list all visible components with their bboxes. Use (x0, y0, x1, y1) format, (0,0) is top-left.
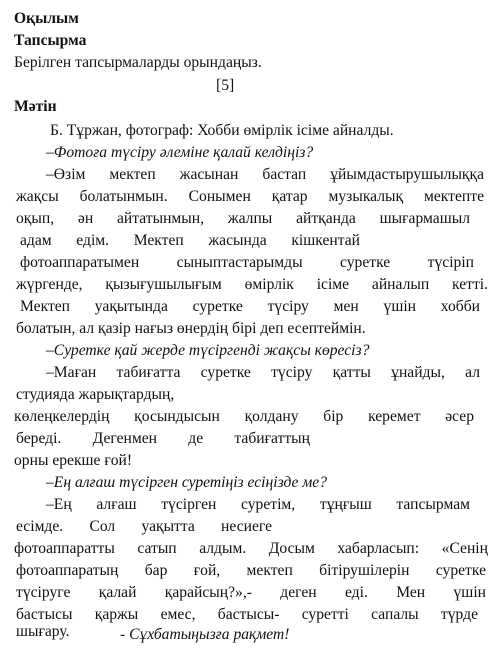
answer-3-line-2: есімде. Сол уақытта несиеге (16, 518, 272, 535)
closing-thanks: - Сұхбатыңызға рақмет! (120, 626, 290, 643)
answer-2-line-2: студияда жарықтардың, (16, 386, 175, 403)
answer-3-line-5: түсіруге қалай қарайсың?»,- деген еді. Мен үшін (16, 584, 486, 601)
answer-1-line-4: адам едім. Мектеп жасында кішкентай (20, 232, 360, 249)
answer-2-line-4: береді. Дегенмен де табиғаттың (16, 430, 310, 447)
text-line-intro: Б. Тұржан, фотограф: Хобби өмірлік ісіме айналды. (50, 122, 394, 139)
task-instruction: Берілген тапсырмаларды орындаңыз. (14, 54, 262, 71)
answer-1-line-6: жүргенде, қызығушылығым өмірлік ісіме айналып кетті. (16, 276, 488, 293)
text-heading: Мәтін (14, 98, 57, 115)
answer-3-line-3: фотоаппаратты сатып алдым. Досым хабарласып: «Сенің (14, 540, 488, 557)
answer-3-line-1: –Ең алғаш түсірген суретім, тұңғыш тапсырмам (46, 496, 470, 513)
answer-1-line-5: фотоаппаратымен сыныптастарымды суретке түсіріп (20, 254, 474, 271)
answer-1-line-7: Мектеп уақытында суретке түсіру мен үшін хобби (20, 298, 480, 315)
points-label: [5] (216, 77, 235, 94)
task-heading: Тапсырма (14, 32, 87, 49)
answer-1-line-8: болатын, ал қазір нағыз өнердің бірі деп есептеймін. (16, 320, 366, 337)
question-3: –Ең алғаш түсірген суретіңіз есіңізде ме? (46, 474, 328, 491)
answer-1-line-2: жақсы болатынмын. Сонымен қатар музыкалық мектепте (16, 188, 484, 205)
answer-3-line-7: шығару. (16, 623, 70, 640)
answer-3-line-4: фотоаппаратың бар ғой, мектеп бітірушілерін суретке (16, 562, 486, 579)
answer-2-line-5: орны ерекше ғой! (14, 452, 133, 469)
answer-3-line-6: бастысы қаржы емес, бастысы- суретті сапалы түрде (16, 606, 478, 623)
question-2: –Суретке қай жерде түсіргенді жақсы көресіз? (46, 342, 370, 359)
answer-1-line-3: оқып, ән айтатынмын, жалпы айтқанда шығармашыл (16, 210, 470, 227)
answer-2-line-3: көлеңкелердің қосындысын қолдану бір керемет әсер (14, 408, 474, 425)
section-title: Оқылым (14, 10, 79, 27)
answer-2-line-1: –Маған табиғатта суретке түсіру қатты ұнайды, ал (46, 364, 480, 381)
question-1: –Фотоға түсіру әлеміне қалай келдіңіз? (46, 144, 314, 161)
answer-1-line-1: –Өзім мектеп жасынан бастап ұйымдастырушылыққа (46, 166, 484, 183)
